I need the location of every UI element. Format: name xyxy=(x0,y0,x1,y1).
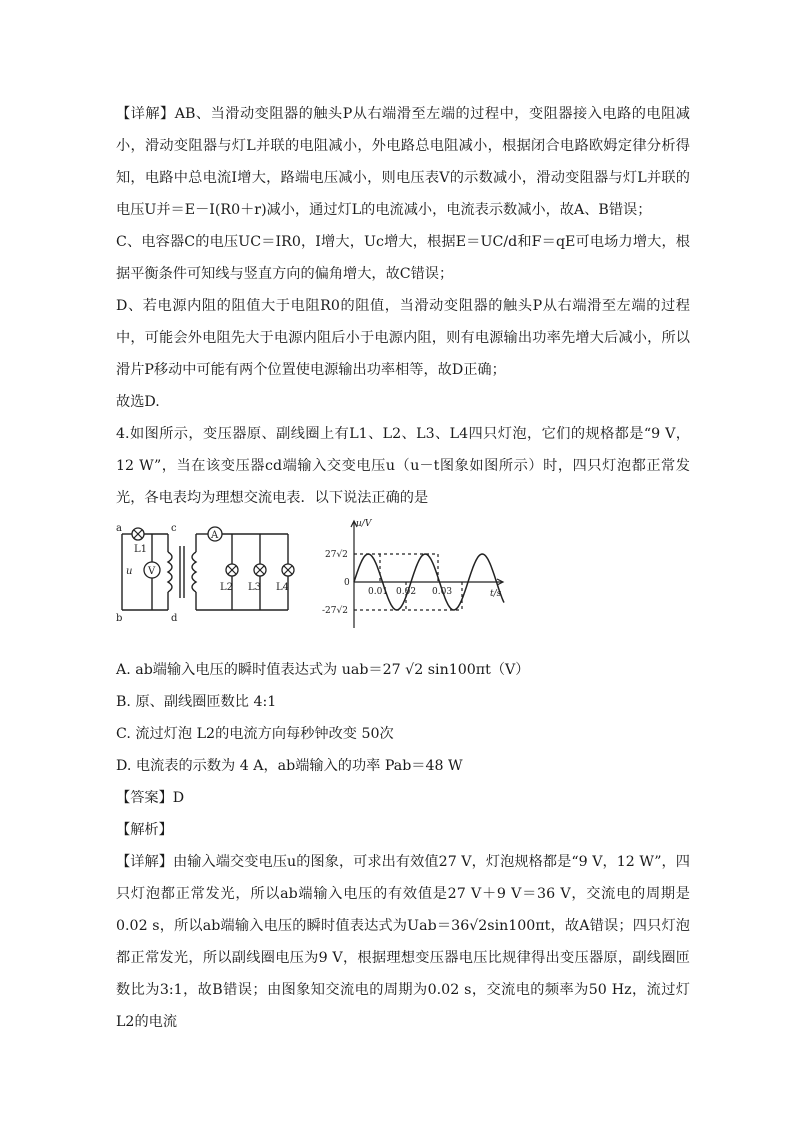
lamp-L3-icon xyxy=(254,564,266,576)
paragraph-d-explanation: D、若电源内阻的阻值大于电阻R0的阻值，当滑动变阻器的触头P从右端滑至左端的过程中，可能会外电阻先大于电源内阻后小于电源内阻，则有电源输出功率先增大后减小，所以滑片P移动中可能有两个位置使电源输出功率相等，故D正确； xyxy=(116,298,690,378)
graph-ytick-bottom: -27√2 xyxy=(322,606,348,616)
graph-xlabel: t/s xyxy=(490,589,502,599)
graph-xtick-1: 0.01 xyxy=(368,587,389,597)
question-4-stem: 4.如图所示，变压器原、副线圈上有L1、L2、L3、L4四只灯泡，它们的规格都是“9 V，12 W”，当在该变压器cd端输入交变电压u（u－t图象如图所示）时，四只灯泡都正常发光，各电表均为理想交流电表．以下说法正确的是 xyxy=(116,426,690,506)
paragraph-ab-explanation: 【详解】AB、当滑动变阻器的触头P从右端滑至左端的过程中，变阻器接入电路的电阻减小，滑动变阻器与灯L并联的电阻减小，外电路总电阻减小，根据闭合电路欧姆定律分析得知，电路中总电流I增大，路端电压减小，则电压表V的示数减小，滑动变阻器与灯L并联的电压U并＝E－I(R0＋r)减小，通过灯L的电流减小，电流表示数减小，故A、B错误； xyxy=(116,106,690,218)
option-c: C. 流过灯泡 L2的电流方向每秒钟改变 50次 xyxy=(116,726,394,742)
label-c: c xyxy=(171,523,177,534)
lamp-L4-icon xyxy=(282,564,294,576)
option-a: A. ab端输入电压的瞬时值表达式为 uab＝27 √2 sin100πt（V） xyxy=(116,662,530,678)
document-page xyxy=(116,98,690,1038)
transformer-circuit-diagram xyxy=(116,522,296,622)
svg-text:V: V xyxy=(148,566,156,577)
svg-text:A: A xyxy=(211,530,219,541)
option-d: D. 电流表的示数为 4 A，ab端输入的功率 Pab＝48 W xyxy=(116,758,463,774)
question-figures xyxy=(116,519,690,640)
ammeter-icon xyxy=(208,527,222,541)
lamp-L2-icon xyxy=(226,564,238,576)
analysis-text: 【详解】由输入端交变电压u的图象，可求出有效值27 V，灯泡规格都是“9 V，12 W”，四只灯泡都正常发光，所以ab端输入电压的有效值是27 V＋9 V＝36 V，交流电的周期是0.02 s，所以ab端输入电压的瞬时值表达式为Uab＝36√2sin100πt，故A错误；四只灯泡都正常发光，所以副线圈电压为9 V，根据理想变压器电压比规律得出变压器原，副线圈匝数比为3:1，故B错误；由图象知交流电的周期为0.02 s，交流电的频率为50 Hz，流过灯L2的电流 xyxy=(116,854,690,1030)
label-u: u xyxy=(126,566,133,577)
graph-xtick-3: 0.03 xyxy=(432,587,453,597)
label-L4: L4 xyxy=(276,582,290,593)
option-b: B. 原、副线圈匝数比 4:1 xyxy=(116,694,277,710)
graph-ytick-zero: 0 xyxy=(344,578,350,588)
lamp-L1-icon xyxy=(132,528,144,540)
label-L1: L1 xyxy=(134,544,148,555)
label-L3: L3 xyxy=(248,582,262,593)
paragraph-c-explanation: C、电容器C的电压UC＝IR0，I增大，Uc增大，根据E＝UC/d和F＝qE可电场力增大，根据平衡条件可知线与竖直方向的偏角增大，故C错误； xyxy=(116,234,690,282)
graph-ylabel: u/V xyxy=(356,519,372,529)
label-a: a xyxy=(116,523,122,534)
graph-ytick-top: 27√2 xyxy=(325,550,348,560)
label-L2: L2 xyxy=(220,582,234,593)
voltage-time-graph xyxy=(322,516,512,636)
graph-xtick-2: 0.02 xyxy=(396,587,417,597)
label-d: d xyxy=(171,613,178,622)
voltmeter-icon xyxy=(144,562,160,578)
label-b: b xyxy=(116,613,123,622)
paragraph-choice: 故选D. xyxy=(116,394,160,410)
answer-line: 【答案】D xyxy=(116,790,185,806)
analysis-heading: 【解析】 xyxy=(116,822,173,838)
